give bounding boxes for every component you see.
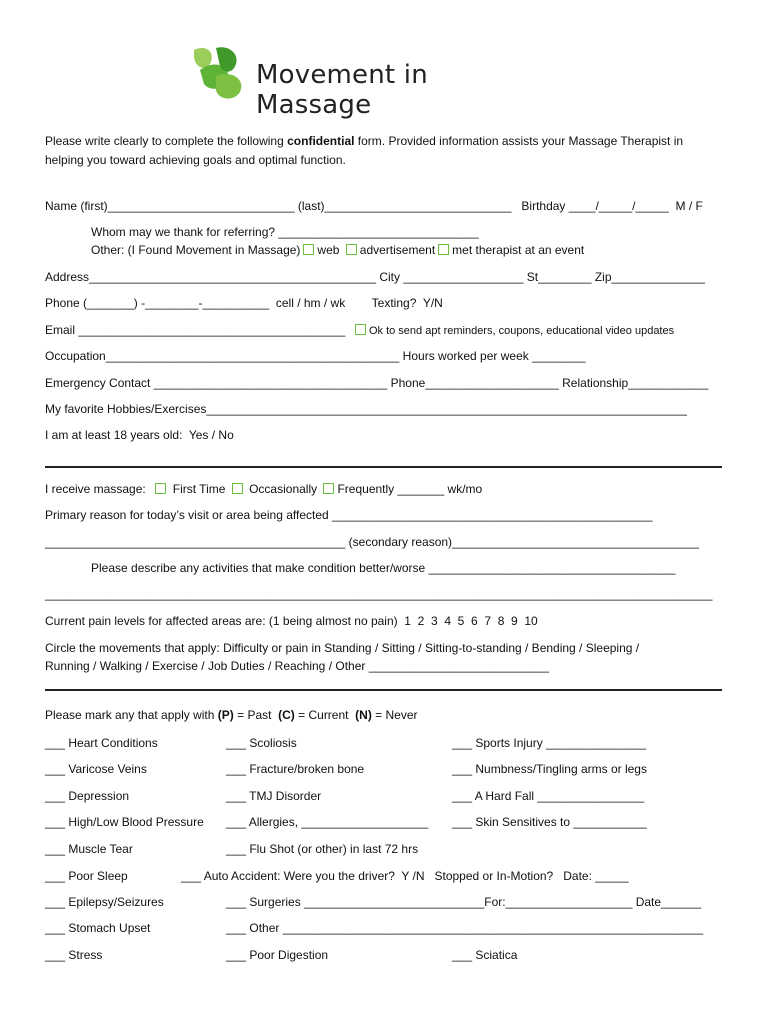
history-item[interactable]: ___ Sciatica bbox=[452, 948, 518, 962]
email-row: Email ________________________________________ Ok to send apt reminders, coupons, educational video updates bbox=[45, 323, 675, 337]
intro-line-2: helping you toward achieving goals and optimal function. bbox=[45, 153, 346, 167]
name-field[interactable]: Name (first)____________________________ (last)____________________________ Birthday ____/_____/_____ M / F bbox=[45, 199, 703, 213]
primary-reason-field[interactable]: Primary reason for today’s visit or area being affected ________________________________________________ bbox=[45, 508, 653, 522]
address-field[interactable]: Address___________________________________________ City __________________ St________ Zip______________ bbox=[45, 270, 705, 284]
web-checkbox[interactable] bbox=[303, 244, 314, 255]
history-item[interactable]: ___ TMJ Disorder bbox=[226, 789, 322, 803]
divider bbox=[45, 689, 722, 691]
movements-line-2[interactable]: Running / Walking / Exercise / Job Duties / Reaching / Other ___________________________ bbox=[45, 659, 549, 673]
history-item[interactable]: ___ Poor Sleep bbox=[45, 869, 128, 883]
event-checkbox[interactable] bbox=[438, 244, 449, 255]
history-item[interactable]: ___ Numbness/Tingling arms or legs bbox=[452, 762, 647, 776]
occupation-field[interactable]: Occupation____________________________________________ Hours worked per week ________ bbox=[45, 349, 586, 363]
first-time-checkbox[interactable] bbox=[155, 483, 166, 494]
receive-massage-row: I receive massage: First Time Occasionally Frequently _______ wk/mo bbox=[45, 482, 483, 496]
referral-field[interactable]: Whom may we thank for referring? ______________________________ bbox=[91, 225, 479, 239]
history-item[interactable]: ___ Muscle Tear bbox=[45, 842, 133, 856]
reminders-checkbox[interactable] bbox=[355, 324, 366, 335]
describe-activities-field[interactable]: Please describe any activities that make condition better/worse _____________________________________ bbox=[91, 561, 676, 575]
history-item[interactable]: ___ Surgeries ___________________________For:___________________ Date______ bbox=[226, 895, 702, 909]
email-field[interactable]: Email ________________________________________ bbox=[45, 323, 346, 337]
found-us-row: Other: (I Found Movement in Massage) web advertisement met therapist at an event bbox=[91, 243, 585, 257]
history-item[interactable]: ___ Heart Conditions bbox=[45, 736, 158, 750]
logo bbox=[186, 42, 526, 120]
history-item[interactable]: ___ Flu Shot (or other) in last 72 hrs bbox=[226, 842, 419, 856]
history-item[interactable]: ___ Scoliosis bbox=[226, 736, 297, 750]
blank-line[interactable]: ____________________________________________________________________________________________________ bbox=[45, 587, 713, 601]
intro-line-1: Please write clearly to complete the following confidential form. Provided information assists your Massage Therapist in bbox=[45, 134, 684, 148]
hobbies-field[interactable]: My favorite Hobbies/Exercises________________________________________________________________________ bbox=[45, 402, 687, 416]
movements-line-1[interactable]: Circle the movements that apply: Difficulty or pain in Standing / Sitting / Sitting-to-standing / Bending / Sleeping / bbox=[45, 641, 640, 655]
leaf-logo-icon bbox=[186, 42, 248, 102]
history-item[interactable]: ___ Skin Sensitives to ___________ bbox=[452, 815, 647, 829]
history-item[interactable]: ___ Poor Digestion bbox=[226, 948, 329, 962]
history-item[interactable]: ___ Epilepsy/Seizures bbox=[45, 895, 164, 909]
phone-field[interactable]: Phone (_______) -________-__________ cell / hm / wk Texting? Y/N bbox=[45, 296, 443, 310]
logo-text: Movement in Massage bbox=[256, 60, 428, 120]
history-item[interactable]: ___ Sports Injury _______________ bbox=[452, 736, 647, 750]
history-item[interactable]: ___ Varicose Veins bbox=[45, 762, 147, 776]
frequently-checkbox[interactable] bbox=[323, 483, 334, 494]
history-header: Please mark any that apply with (P) = Past (C) = Current (N) = Never bbox=[45, 708, 418, 722]
occasionally-checkbox[interactable] bbox=[232, 483, 243, 494]
advertisement-checkbox[interactable] bbox=[346, 244, 357, 255]
age-question[interactable]: I am at least 18 years old: Yes / No bbox=[45, 428, 234, 442]
secondary-reason-field[interactable]: _____________________________________________ (secondary reason)_____________________________________ bbox=[45, 535, 699, 549]
pain-level-row[interactable]: Current pain levels for affected areas are: (1 being almost no pain) 1 2 3 4 5 6 7 8 9 10 bbox=[45, 614, 538, 628]
divider bbox=[45, 466, 722, 468]
emergency-field[interactable]: Emergency Contact ___________________________________ Phone____________________ Relationship____________ bbox=[45, 376, 709, 390]
history-item[interactable]: ___ A Hard Fall ________________ bbox=[452, 789, 645, 803]
history-item[interactable]: ___ Stress bbox=[45, 948, 103, 962]
history-item[interactable]: ___ Depression bbox=[45, 789, 130, 803]
history-item[interactable]: ___ Stomach Upset bbox=[45, 921, 151, 935]
history-item[interactable]: ___ Fracture/broken bone bbox=[226, 762, 365, 776]
history-item[interactable]: ___ High/Low Blood Pressure bbox=[45, 815, 204, 829]
history-item[interactable]: ___ Other _______________________________________________________________ bbox=[226, 921, 704, 935]
history-item[interactable]: ___ Allergies, ___________________ bbox=[226, 815, 429, 829]
history-item[interactable]: ___ Auto Accident: Were you the driver? Y /N Stopped or In-Motion? Date: _____ bbox=[181, 869, 629, 883]
